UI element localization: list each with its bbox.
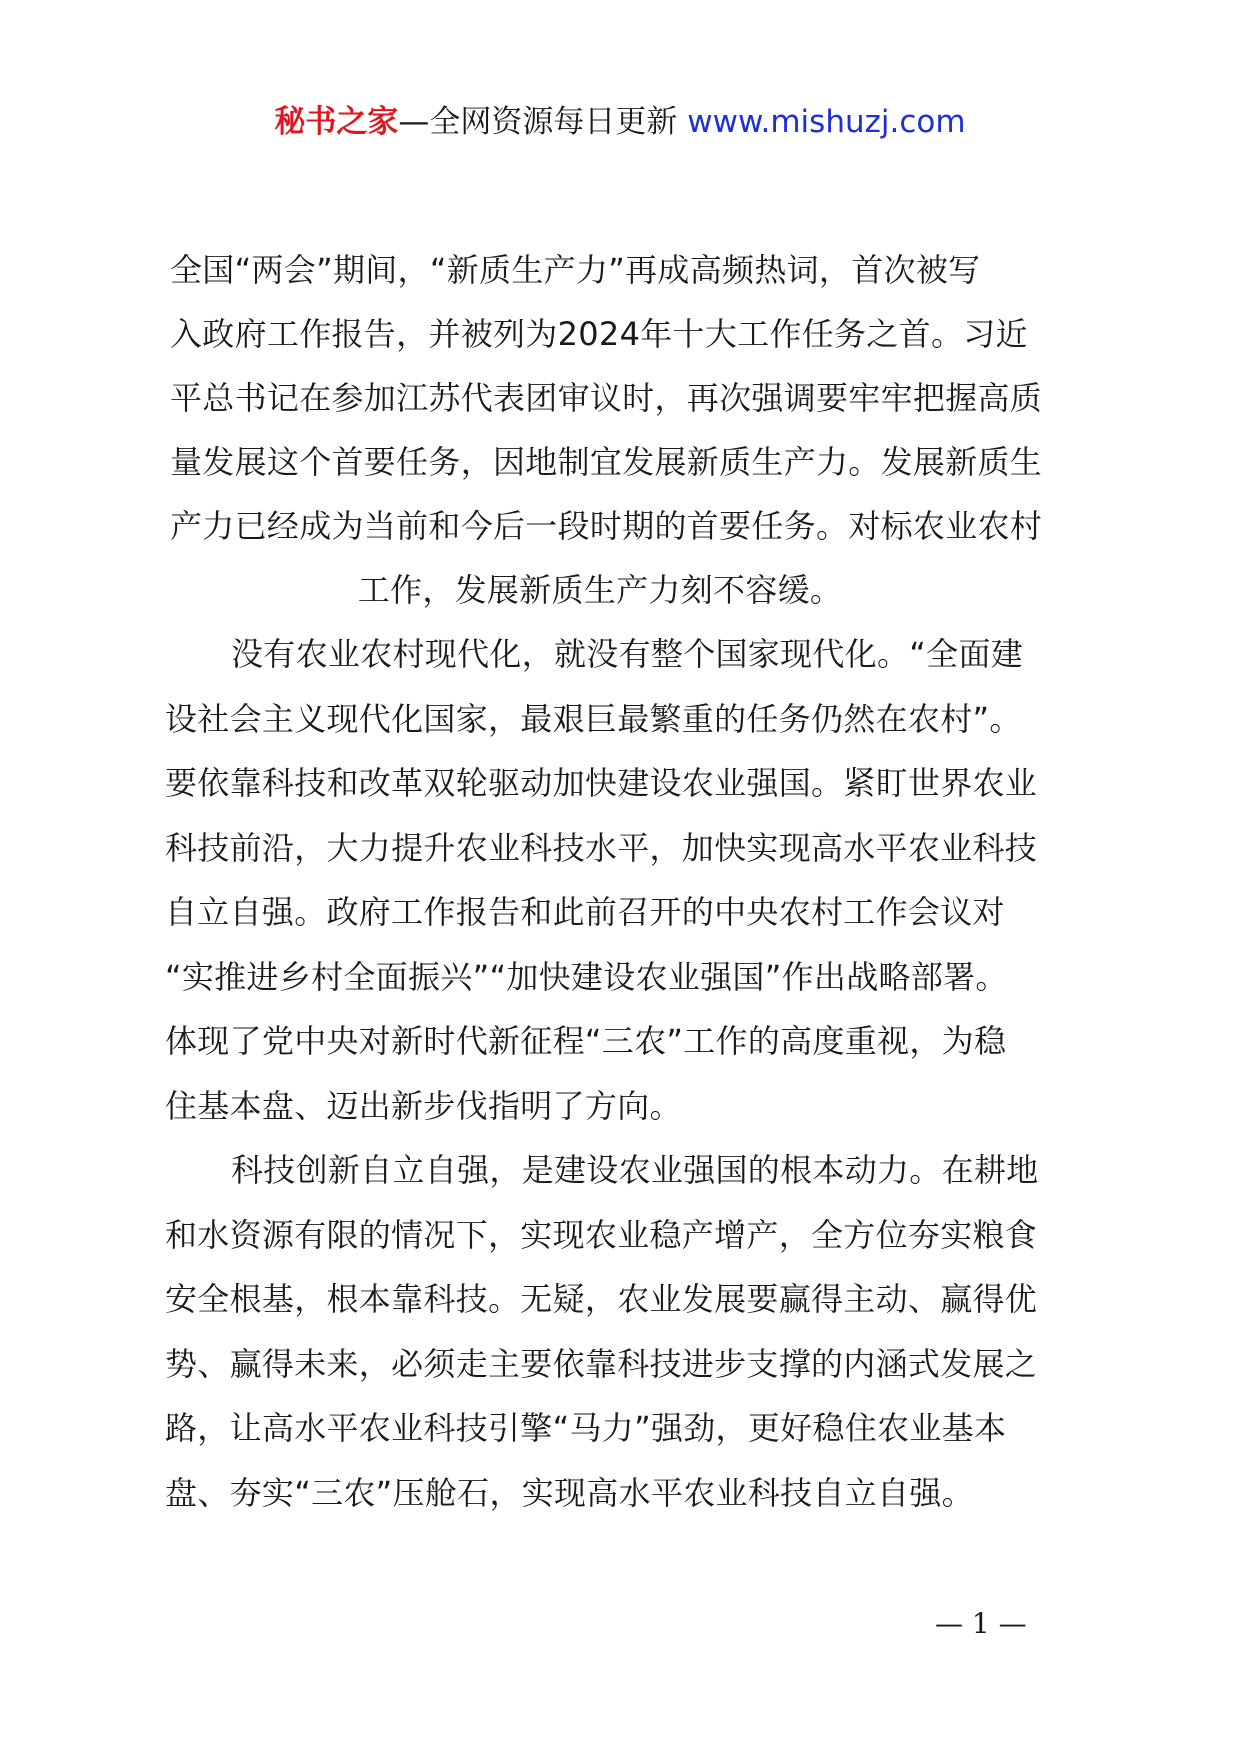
paragraph-line: 没有农业农村现代化，就没有整个国家现代化。“全面建 (231, 635, 1024, 673)
paragraph-line: 住基本盘、迈出新步伐指明了方向。 (165, 1086, 682, 1125)
lead-line: 入政府工作报告，并被列为2024年十大工作任务之首。习近 (170, 315, 1028, 353)
paragraph-line: 体现了党中央对新时代新征程“三农”工作的高度重视，为稳 (165, 1022, 1007, 1060)
paragraph-1 (165, 622, 1095, 1138)
paragraph-line: 和水资源有限的情况下，实现农业稳产增产，全方位夯实粮食 (165, 1215, 1038, 1254)
lead-line: 平总书记在参加江苏代表团审议时，再次强调要牢牢把握高质 (170, 379, 1043, 417)
page-number: — 1 — (935, 1607, 1027, 1640)
paragraph-line: 自立自强。政府工作报告和此前召开的中央农村工作会议对 (165, 893, 1005, 931)
header-tagline: —全网资源每日更新 (398, 104, 678, 140)
brand-name: 秘书之家 (274, 104, 399, 140)
paragraph-line: “实推进乡村全面振兴”“加快建设农业强国”作出战略部署。 (165, 957, 1008, 996)
lead-line: 产力已经成为当前和今后一段时期的首要任务。对标农业农村 (170, 507, 1043, 545)
paragraph-2 (165, 1138, 1095, 1525)
lead-summary (170, 238, 1090, 622)
site-header (0, 100, 1240, 144)
paragraph-line: 科技创新自立自强，是建设农业强国的根本动力。在耕地 (231, 1151, 1039, 1189)
article-body (165, 622, 1095, 1525)
paragraph-line: 盘、夯实“三农”压舱石，实现高水平农业科技自立自强。 (165, 1473, 974, 1512)
lead-line: 全国“两会”期间，“新质生产力”再成高频热词，首次被写 (170, 251, 981, 289)
paragraph-line: 势、赢得未来，必须走主要依靠科技进步支撑的内涵式发展之 (165, 1344, 1038, 1383)
lead-line: 量发展这个首要任务，因地制宜发展新质生产力。发展新质生 (170, 443, 1043, 481)
lead-line: 工作，发展新质生产力刻不容缓。 (357, 571, 843, 609)
site-url[interactable]: www.mishuzj.com (687, 104, 966, 140)
paragraph-line: 路，让高水平农业科技引擎“马力”强劲，更好稳住农业基本 (165, 1409, 1007, 1447)
paragraph-line: 安全根基，根本靠科技。无疑，农业发展要赢得主动、赢得优 (165, 1280, 1038, 1318)
paragraph-line: 要依靠科技和改革双轮驱动加快建设农业强国。紧盯世界农业 (165, 764, 1038, 802)
paragraph-line: 科技前沿，大力提升农业科技水平，加快实现高水平农业科技 (165, 828, 1038, 867)
paragraph-line: 设社会主义现代化国家，最艰巨最繁重的任务仍然在农村”。 (165, 699, 1022, 738)
